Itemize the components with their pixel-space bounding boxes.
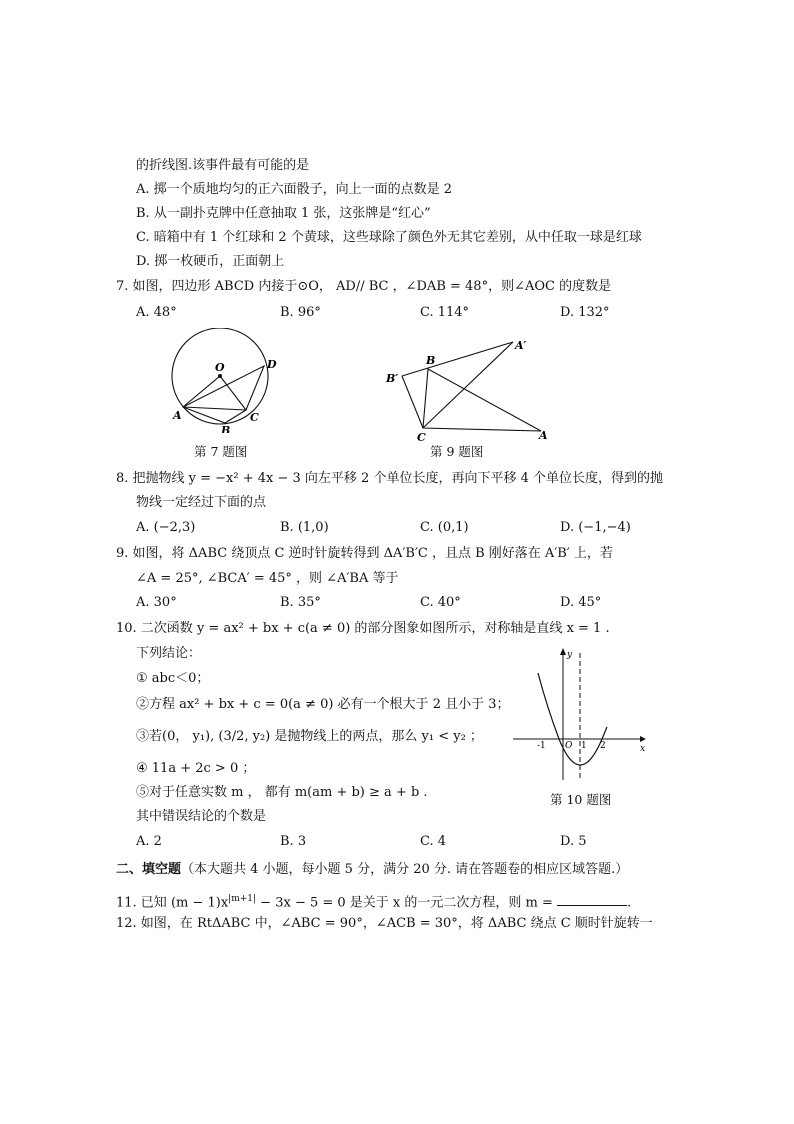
triangle-abc [423,369,541,431]
q8-stem-line1: 8. 把抛物线 y = −x² + 4x − 3 向左平移 2 个单位长度，再向下平移 4 个单位长度，得到的抛 [116,471,663,486]
q9-option-b: B. 35° [280,595,321,610]
section-2-header [116,861,628,879]
q10-option-b: B. 3 [280,834,307,849]
section-2-description: （本大题共 4 小题，每小题 5 分，满分 20 分. 请在答题卷的相应区域答题.） [181,862,629,877]
q9-stem-line2: ∠A = 25°, ∠BCA′ = 45° ，则 ∠A′BA 等于 [136,571,399,586]
q8-option-b: B. (1,0) [280,520,329,535]
q9-option-c: C. 40° [420,595,461,610]
figure-9-caption: 第 9 题图 [430,444,484,459]
tick-1: 1 [581,741,587,751]
q7-option-b: B. 96° [280,305,321,320]
origin-label: O [565,741,573,751]
q10-statement-4: ④ 11a + 2c > 0 ； [136,761,256,776]
q10-question: 其中错误结论的个数是 [136,809,267,824]
q6-option-a: A. 掷一个质地均匀的正六面骰子，向上一面的点数是 2 [136,182,453,197]
y-axis-label: y [567,650,573,660]
label-a2: A′ [515,339,527,352]
segment-c-a2 [423,342,513,428]
q10-statement-2: ②方程 ax² + bx + c = 0(a ≠ 0) 必有一个根大于 2 且小于 3； [136,697,510,712]
q8-option-c: C. (0,1) [420,520,469,535]
figure-10-caption: 第 10 题图 [550,792,612,807]
section-2-title: 二、填空题 [116,862,182,877]
x-axis-label: x [640,744,646,754]
q11-exponent: |m+1| [228,894,257,904]
q8-stem-line2: 物线一定经过下面的点 [136,495,267,510]
q9-option-d: D. 45° [560,595,602,610]
q8-option-a: A. (−2,3) [136,520,196,535]
label-b: B [221,424,231,433]
q11-stem-suffix: − 3x − 5 = 0 是关于 x 的一元二次方程，则 m = [256,895,553,911]
label-a: A [539,429,548,442]
figure-10-parabola [510,645,650,785]
q6-option-c: C. 暗箱中有 1 个红球和 2 个黄球，这些球除了颜色外无其它差别，从中任取一球是红球 [136,230,642,245]
q10-intro: 下列结论： [136,646,202,661]
q10-option-d: D. 5 [560,834,587,849]
q9-stem-line1: 9. 如图，将 ΔABC 绕顶点 C 逆时针旋转得到 ΔA′B′C ，且点 B 刚好落在 A′B′ 上，若 [116,546,613,561]
q8-option-d: D. (−1,−4) [560,520,631,535]
center-dot [218,374,222,378]
q6-continuation: 的折线图.该事件最有可能的是 [136,158,310,173]
q7-option-a: A. 48° [136,305,177,320]
q10-statement-1: ① abc＜0； [136,671,210,686]
segment-b2-a2 [402,342,513,376]
q12-stem: 12. 如图，在 RtΔABC 中，∠ABC = 90°，∠ACB = 30°，将 ΔABC 绕点 C 顺时针旋转一 [116,916,653,931]
label-c: C [250,411,259,424]
q7-option-c: C. 114° [420,305,470,320]
label-c: C [417,431,426,444]
tick-2: 2 [600,741,606,751]
q11-stem-end: . [627,895,632,911]
q10-statement-3: ③若(0， y₁), (3/2, y₂) 是抛物线上的两点，那么 y₁ < y₂ ； [136,729,483,744]
q7-stem: 7. 如图，四边形 ABCD 内接于⊙O， AD// BC ，∠DAB = 48°，则∠AOC 的度数是 [116,279,612,294]
label-b2: B′ [386,372,399,385]
q6-option-d: D. 掷一枚硬币，正面朝上 [136,254,285,269]
label-b: B [426,354,436,367]
q10-statement-5: ⑤对于任意实数 m ， 都有 m(am + b) ≥ a + b . [136,785,428,800]
figure-7-caption: 第 7 题图 [194,444,248,459]
q10-option-c: C. 4 [420,834,447,849]
q11-answer-blank[interactable] [557,893,627,906]
figure-9-triangles [383,334,558,444]
q7-option-d: D. 132° [560,305,610,320]
tick-neg1: -1 [537,741,546,751]
q11-stem [116,890,631,912]
q10-option-a: A. 2 [136,834,162,849]
q6-option-b: B. 从一副扑克牌中任意抽取 1 张，这张牌是“红心” [136,206,431,221]
x-axis-arrow [640,736,646,742]
label-a: A [173,409,182,422]
segment-c-b2 [402,376,423,428]
label-d: D [267,358,277,371]
figure-7-circle [165,328,295,433]
label-o: O [215,361,225,374]
segment-ac [183,407,246,410]
q11-stem-prefix: 11. 已知 (m − 1)x [116,895,229,911]
y-axis-arrow [560,648,566,655]
parabola-curve [538,673,607,765]
q10-stem: 10. 二次函数 y = ax² + bx + c(a ≠ 0) 的部分图象如图所示，对称轴是直线 x = 1 . [116,621,610,636]
q9-option-a: A. 30° [136,595,177,610]
